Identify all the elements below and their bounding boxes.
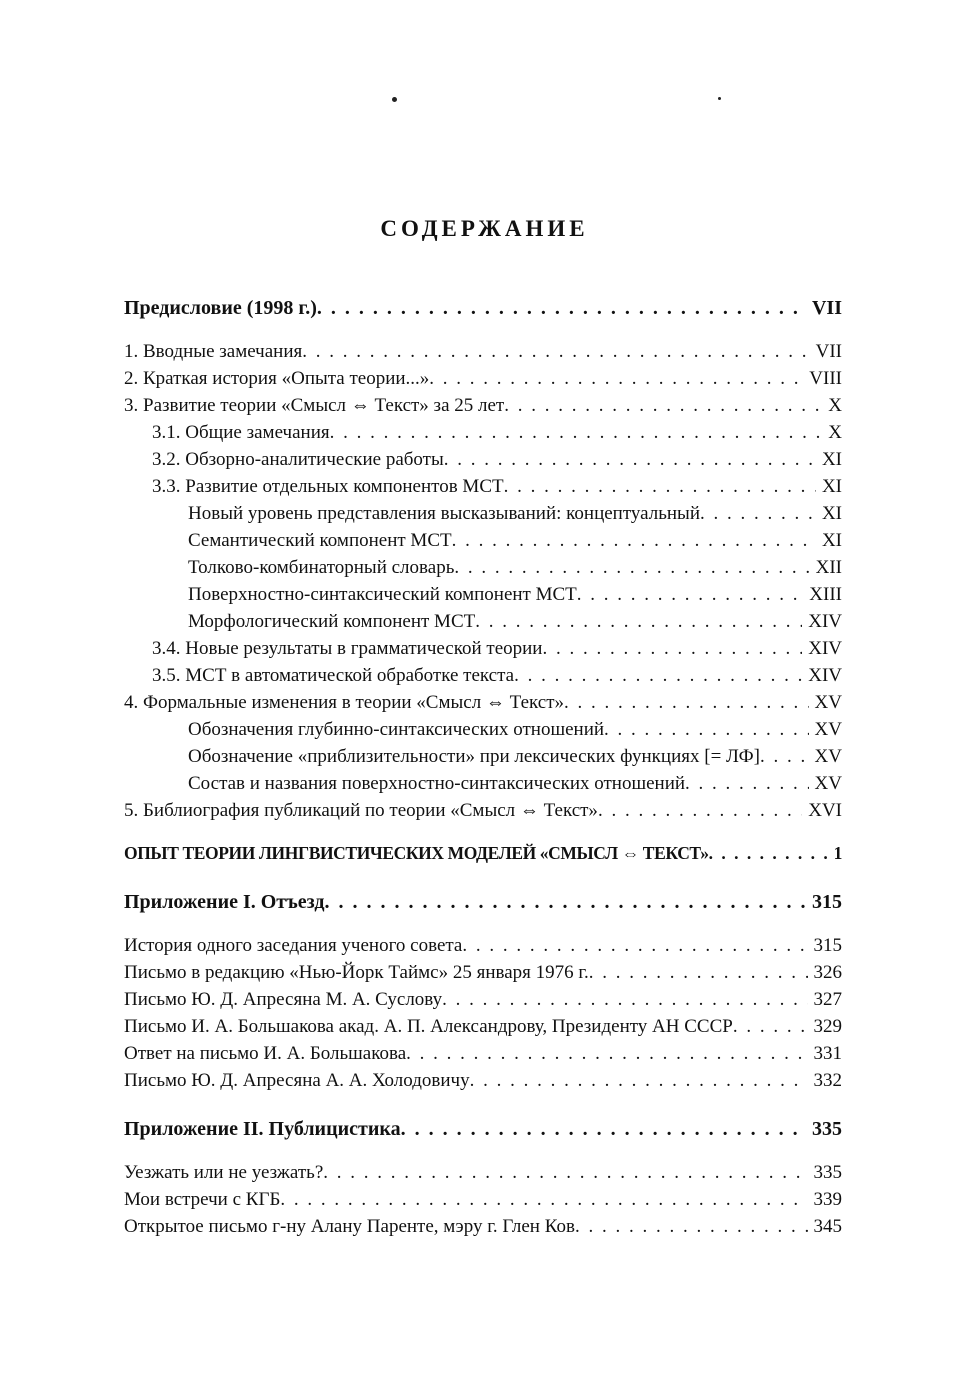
toc-entry-label: Состав и названия поверхностно-синтаксических отношений — [188, 773, 686, 794]
toc-entry[interactable] — [124, 1067, 842, 1094]
toc-entry-label: Письмо в редакцию «Нью-Йорк Таймс» 25 января 1976 г. — [124, 962, 589, 983]
toc-entry[interactable] — [124, 581, 842, 608]
toc-entry-label: Семантический компонент МСТ — [188, 530, 452, 551]
dot-leader — [330, 419, 823, 446]
toc-entry-appendix-1[interactable] — [124, 889, 842, 916]
toc-entry-page: 345 — [813, 1216, 842, 1237]
dot-leader — [324, 889, 806, 916]
toc-entry[interactable] — [124, 365, 842, 392]
dot-leader — [504, 473, 816, 500]
dot-leader — [542, 635, 802, 662]
toc-entry[interactable] — [124, 770, 842, 797]
toc-entry-page: VIII — [809, 368, 842, 389]
toc-entry[interactable] — [124, 500, 842, 527]
toc-entry[interactable] — [124, 932, 842, 959]
toc-entry-label: Предисловие (1998 г.) — [124, 297, 317, 319]
toc-entry-label: Толково-комбинаторный словарь — [188, 557, 455, 578]
toc-entry-label: ОПЫТ ТЕОРИИ ЛИНГВИСТИЧЕСКИХ МОДЕЛЕЙ «СМЫСЛ ⇔ ТЕКСТ» — [124, 843, 709, 863]
toc-entry-label: Новый уровень представления высказываний: концептуальный — [188, 503, 700, 524]
dot-leader — [401, 1116, 806, 1143]
page-speck — [392, 97, 397, 102]
dot-leader — [733, 1013, 808, 1040]
toc-entry-label: 3.5. МСТ в автоматической обработке текста — [152, 665, 515, 686]
toc-entry[interactable] — [124, 1013, 842, 1040]
toc-entry-page: VII — [811, 297, 842, 319]
toc-entry-label: Поверхностно-синтаксический компонент МСТ — [188, 584, 577, 605]
dot-leader — [575, 1213, 808, 1240]
toc-entry-page: 315 — [812, 891, 842, 913]
toc-entry-label: Открытое письмо г-ну Алану Паренте, мэру г. Глен Ков — [124, 1216, 575, 1237]
toc-entry-page: 335 — [812, 1118, 842, 1140]
toc-entry-label: Письмо Ю. Д. Апресяна М. А. Суслову — [124, 989, 443, 1010]
toc-entry-label: История одного заседания ученого совета — [124, 935, 463, 956]
toc-entry-page: 326 — [813, 962, 842, 983]
toc-entry-label: Обозначения глубинно-синтаксических отношений — [188, 719, 605, 740]
toc-entry-label: Морфологический компонент МСТ — [188, 611, 476, 632]
dot-leader — [317, 290, 806, 326]
toc-entry-page: 1 — [833, 843, 842, 863]
dot-leader — [444, 446, 816, 473]
dot-leader — [429, 365, 803, 392]
dot-leader — [406, 1040, 807, 1067]
toc-entry-page: X — [828, 422, 842, 443]
toc-entry-preface[interactable] — [124, 290, 842, 326]
toc-entry[interactable] — [124, 473, 842, 500]
toc-entry-page: 332 — [813, 1070, 842, 1091]
toc-entry-page: 329 — [813, 1016, 842, 1037]
toc-entry-label: Обозначение «приблизительности» при лексических функциях [= ЛФ] — [188, 746, 761, 767]
dot-leader — [577, 581, 804, 608]
toc-entry-page: XIV — [808, 665, 842, 686]
toc-entry-label: 3.2. Обзорно-аналитические работы — [152, 449, 444, 470]
toc-entry-main-work[interactable] — [124, 840, 842, 867]
toc-entry-label: 4. Формальные изменения в теории «Смысл ⇔ Текст» — [124, 692, 564, 713]
toc-entry-page: XII — [815, 557, 842, 578]
toc-entry-label: 3.4. Новые результаты в грамматической теории — [152, 638, 543, 659]
toc-entry-page: 335 — [813, 1162, 842, 1183]
toc-entry[interactable] — [124, 527, 842, 554]
dot-leader — [604, 716, 809, 743]
toc-entry-label: 1. Вводные замечания — [124, 341, 303, 362]
toc-entry-page: VII — [815, 341, 842, 362]
toc-entry[interactable] — [124, 635, 842, 662]
toc-entry-page: XI — [821, 476, 842, 497]
dot-leader — [598, 797, 802, 824]
toc-entry-label: 2. Краткая история «Опыта теории...» — [124, 368, 430, 389]
toc-entry-page: XI — [821, 530, 842, 551]
toc-entry-page: XV — [814, 746, 842, 767]
toc-entry-label: Письмо И. А. Большакова акад. А. П. Александрову, Президенту АН СССР — [124, 1016, 733, 1037]
toc-entry[interactable] — [124, 716, 842, 743]
toc-entry-page: XIV — [808, 611, 842, 632]
dot-leader — [462, 932, 807, 959]
dot-leader — [302, 338, 809, 365]
toc-entry-label: Ответ на письмо И. А. Большакова — [124, 1043, 407, 1064]
dot-leader — [709, 840, 828, 867]
toc-entry-page: 315 — [813, 935, 842, 956]
toc-entry-label: Приложение I. Отъезд — [124, 891, 325, 913]
toc-entry[interactable] — [124, 608, 842, 635]
toc-entry[interactable] — [124, 1040, 842, 1067]
toc-entry[interactable] — [124, 1186, 842, 1213]
toc-entry-page: XV — [814, 692, 842, 713]
dot-leader — [504, 392, 822, 419]
toc-entry[interactable] — [124, 797, 842, 824]
toc-entry-page: X — [828, 395, 842, 416]
toc-entry[interactable] — [124, 554, 842, 581]
toc-entry-label: 5. Библиография публикаций по теории «Смысл ⇔ Текст» — [124, 800, 598, 821]
toc-entry-label: Мои встречи с КГБ — [124, 1189, 281, 1210]
toc-entry[interactable] — [124, 986, 842, 1013]
page-speck — [718, 97, 721, 100]
toc-entry-page: 339 — [813, 1189, 842, 1210]
dot-leader — [760, 743, 809, 770]
table-of-contents — [124, 290, 842, 1240]
dot-leader — [700, 500, 816, 527]
toc-entry-page: XIV — [808, 638, 842, 659]
dot-leader — [589, 959, 808, 986]
toc-entry[interactable] — [124, 689, 842, 716]
dot-leader — [514, 662, 802, 689]
toc-entry-appendix-2[interactable] — [124, 1116, 842, 1143]
toc-entry[interactable] — [124, 446, 842, 473]
dot-leader — [454, 554, 809, 581]
dot-leader — [564, 689, 809, 716]
dot-leader — [452, 527, 816, 554]
dot-leader — [323, 1159, 807, 1186]
toc-entry-page: XI — [821, 503, 842, 524]
page-title: СОДЕРЖАНИЕ — [380, 216, 589, 241]
toc-entry-page: XV — [814, 773, 842, 794]
dot-leader — [280, 1186, 807, 1213]
toc-entry-label: 3.3. Развитие отдельных компонентов МСТ — [152, 476, 504, 497]
dot-leader — [470, 1067, 808, 1094]
toc-entry-page: 331 — [813, 1043, 842, 1064]
toc-entry-label: 3.1. Общие замечания — [152, 422, 330, 443]
toc-entry[interactable] — [124, 419, 842, 446]
dot-leader — [475, 608, 802, 635]
toc-entry-page: 327 — [813, 989, 842, 1010]
toc-entry-label: Уезжать или не уезжать? — [124, 1162, 324, 1183]
dot-leader — [685, 770, 809, 797]
toc-entry[interactable] — [124, 1159, 842, 1186]
toc-entry-page: XI — [821, 449, 842, 470]
toc-entry[interactable] — [124, 662, 842, 689]
dot-leader — [442, 986, 807, 1013]
toc-entry-label: Приложение II. Публицистика — [124, 1118, 401, 1140]
toc-entry-page: XV — [814, 719, 842, 740]
toc-entry[interactable] — [124, 743, 842, 770]
toc-entry[interactable] — [124, 1213, 842, 1240]
toc-entry-page: XIII — [809, 584, 842, 605]
toc-entry-label: 3. Развитие теории «Смысл ⇔ Текст» за 25 лет — [124, 395, 505, 416]
toc-entry-page: XVI — [808, 800, 842, 821]
toc-entry[interactable] — [124, 338, 842, 365]
toc-entry[interactable] — [124, 959, 842, 986]
toc-entry[interactable] — [124, 392, 842, 419]
toc-entry-label: Письмо Ю. Д. Апресяна А. А. Холодовичу — [124, 1070, 470, 1091]
